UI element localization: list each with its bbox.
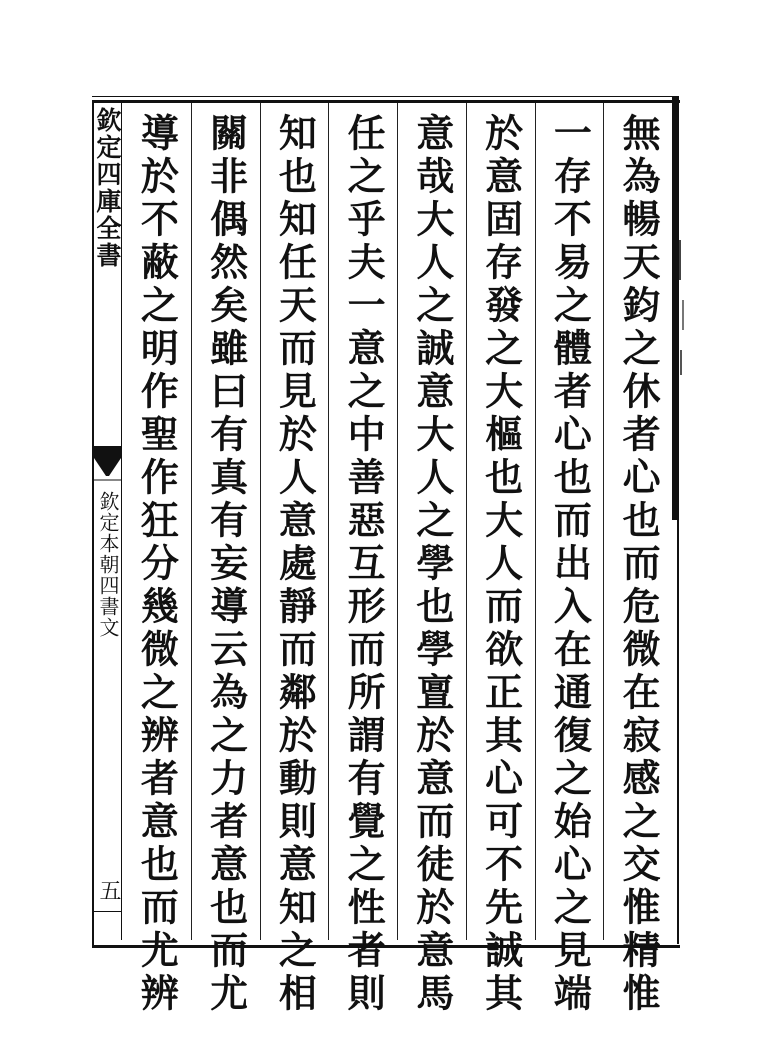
column-text: 意哉大人之誠意大人之學也學亶於意而徒於意馬 xyxy=(409,113,455,1016)
top-border-rule xyxy=(92,96,678,97)
right-border-thick xyxy=(672,96,679,520)
gutter-page-number: 五 xyxy=(96,879,121,901)
fishtail-mark-icon xyxy=(94,446,121,482)
column-text: 任之乎夫一意之中善惡互形而所謂有覺之性者則 xyxy=(341,113,387,1016)
text-columns xyxy=(122,103,672,1016)
column-text: 關非偶然矣雖曰有真有妄導云為之力者意也而尤 xyxy=(203,113,249,1016)
column-text: 導於不蔽之明作聖作狂分幾微之辨者意也而尤辨 xyxy=(134,113,180,1016)
text-column xyxy=(122,103,191,1016)
column-text: 無為暢天鈞之休者心也而危微在寂感之交惟精惟 xyxy=(616,113,662,1016)
gutter-book-title: 欽定四庫全書 xyxy=(93,107,122,269)
text-column xyxy=(603,103,672,1016)
gutter-work-title: 欽定本朝四書文 xyxy=(96,491,120,638)
gutter-page-rule xyxy=(94,911,121,912)
column-text: 知也知任天而見於人意處靜而鄰於動則意知之相 xyxy=(272,113,318,1016)
text-column xyxy=(328,103,397,1016)
column-text: 於意固存發之大樞也大人而欲正其心可不先誠其 xyxy=(478,113,524,1016)
text-column xyxy=(191,103,260,1016)
block-center-gutter xyxy=(94,103,122,940)
text-column xyxy=(466,103,535,1016)
text-column xyxy=(535,103,604,1016)
text-column xyxy=(260,103,329,1016)
column-text: 一存不易之體者心也而出入在通復之始心之見端 xyxy=(547,113,593,1016)
text-column xyxy=(397,103,466,1016)
binding-edge-marks xyxy=(679,240,685,380)
right-border-thin xyxy=(677,520,679,944)
